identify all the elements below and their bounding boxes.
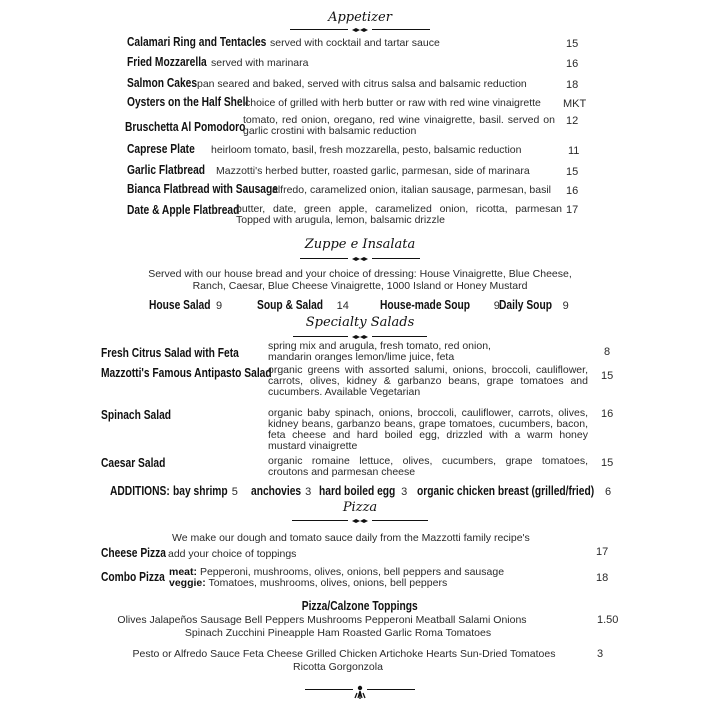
item-description: butter, date, green apple, caramelized onion, ricotta, parmesan Topped with arugula, lemon, balsamic drizzle (236, 203, 562, 226)
item-description: organic baby spinach, onions, broccoli, cauliflower, carrots, olives, kidney beans, garbanzo beans, grape tomatoes, cucumbers, bacon, feta cheese and hard boiled egg, drizzled with a warm honey mustard vinaigrette (268, 407, 588, 452)
section-title-specialty: Specialty Salads (305, 315, 415, 330)
veggie-label: veggie: (169, 577, 206, 589)
item-description: organic romaine lettuce, olives, cucumbers, grape tomatoes, croutons and parmesan cheese (268, 455, 588, 478)
item-price: 9 (493, 300, 500, 312)
item-name: Salmon Cakes (127, 76, 198, 90)
item-price: 15 (566, 38, 579, 50)
toppings-title-wrap (0, 597, 720, 615)
item-name: Fresh Citrus Salad with Feta (101, 346, 239, 360)
item-name: Combo Pizza (101, 570, 165, 584)
menu-item (257, 298, 349, 312)
item-price: 15 (601, 370, 614, 382)
toppings-line: Spinach Zucchini Pineapple Ham Roasted Garlic Roma Tomatoes (184, 627, 492, 639)
item-name: Cheese Pizza (101, 546, 166, 560)
item-name: Garlic Flatbread (127, 163, 206, 177)
item-name: Date & Apple Flatbread (127, 203, 240, 217)
premium-toppings-line: Pesto or Alfredo Sauce Feta Cheese Grilled Chicken Artichoke Hearts Sun-Dried Tomatoes (132, 648, 556, 660)
meat-label: meat: (169, 566, 198, 578)
item-price: 8 (604, 346, 611, 358)
toppings-title: Pizza/Calzone Toppings (301, 599, 418, 613)
veggie-desc: Tomatoes, mushrooms, olives, onions, bell peppers (208, 577, 448, 589)
item-name: House-made Soup (380, 298, 470, 312)
item-price: 5 (231, 486, 238, 498)
item-price: MKT (563, 98, 587, 110)
item-description: served with cocktail and tartar sauce (270, 37, 440, 49)
premium-toppings-line: Ricotta Gorgonzola (293, 661, 383, 673)
pizza-intro: We make our dough and tomato sauce daily from the Mazzotti family recipe's (172, 532, 530, 544)
section-divider (290, 25, 430, 35)
item-name: bay shrimp (173, 484, 228, 498)
addition-item (173, 484, 238, 498)
toppings-price: 1.50 (597, 614, 619, 626)
item-name: organic chicken breast (grilled/fried) (417, 484, 595, 498)
additions-label: ADDITIONS: (110, 484, 170, 498)
addition-item (319, 484, 407, 498)
item-description: spring mix and arugula, fresh tomato, red onion, mandarin oranges lemon/lime juice, feta (268, 340, 491, 363)
meat-desc: Pepperoni, mushrooms, olives, onions, bell peppers and sausage (199, 566, 505, 578)
item-description: organic greens with assorted salumi, onions, broccoli, cauliflower, carrots, olives, kidney & garbanzo beans, grape tomatoes and cucumbers. Available Vegetarian (268, 364, 588, 398)
item-name: House Salad (149, 298, 211, 312)
section-title-zuppe: Zuppe e Insalata (304, 237, 416, 252)
item-description: tomato, red onion, oregano, red wine vinaigrette, basil. served on garlic crostini with balsamic reduction (243, 114, 555, 137)
item-name: Daily Soup (499, 298, 552, 312)
item-price: 17 (596, 546, 609, 558)
section-divider (292, 516, 428, 526)
item-price: 18 (596, 572, 609, 584)
item-price: 14 (336, 300, 349, 312)
section-title-appetizer: Appetizer (328, 10, 392, 25)
item-price: 3 (305, 486, 312, 498)
item-price: 9 (562, 300, 569, 312)
premium-toppings-price: 3 (597, 648, 604, 660)
toppings-line: Olives Jalapeños Sausage Bell Peppers Mushrooms Pepperoni Meatball Salami Onions (117, 614, 527, 626)
item-price: 15 (566, 166, 579, 178)
section-title-pizza: Pizza (342, 500, 378, 515)
item-price: 9 (216, 300, 223, 312)
menu-item (149, 298, 222, 312)
item-description: Mazzotti's herbed butter, roasted garlic, parmesan, side of marinara (216, 165, 530, 177)
item-name: Calamari Ring and Tentacles (127, 35, 267, 49)
item-name: Bianca Flatbread with Sausage (127, 182, 278, 196)
item-description: heirloom tomato, basil, fresh mozzarella, pesto, balsamic reduction (211, 144, 522, 156)
item-description: served with marinara (211, 57, 309, 69)
item-name: Mazzotti's Famous Antipasto Salad (101, 366, 272, 380)
item-description: alfredo, caramelized onion, italian sausage, parmesan, basil (272, 184, 551, 196)
item-description: add your choice of toppings (168, 548, 297, 560)
item-price: 11 (568, 145, 580, 157)
item-description: pan seared and baked, served with citrus salsa and balsamic reduction (197, 78, 527, 90)
item-description (169, 578, 447, 589)
menu-item (499, 298, 569, 312)
item-price: 17 (566, 204, 579, 216)
item-price: 16 (566, 185, 579, 197)
item-price: 12 (566, 115, 579, 127)
item-name: Spinach Salad (101, 408, 172, 422)
item-name: Bruschetta Al Pomodoro (125, 120, 246, 134)
item-name: Fried Mozzarella (127, 55, 207, 69)
item-price: 18 (566, 79, 579, 91)
item-price: 16 (566, 58, 579, 70)
item-description: choice of grilled with herb butter or raw with red wine vinaigrette (245, 97, 541, 109)
item-name: Caesar Salad (101, 456, 166, 470)
item-name: Soup & Salad (257, 298, 324, 312)
bottom-ornament (305, 684, 415, 702)
item-name: hard boiled egg (319, 484, 396, 498)
item-price: 6 (605, 486, 612, 498)
item-price: 15 (601, 457, 614, 469)
item-name: Oysters on the Half Shell (127, 95, 249, 109)
item-price: 16 (601, 408, 614, 420)
zuppe-intro: Served with our house bread and your choice of dressing: House Vinaigrette, Blue Cheese, Ranch, Caesar, Blue Cheese Vinaigrette, 1000 Island or Honey Mustard (148, 268, 572, 292)
addition-item (251, 484, 311, 498)
item-name: anchovies (251, 484, 302, 498)
section-divider (300, 254, 420, 264)
item-price: 3 (401, 486, 408, 498)
item-name: Caprese Plate (127, 142, 195, 156)
menu-item (380, 298, 500, 312)
